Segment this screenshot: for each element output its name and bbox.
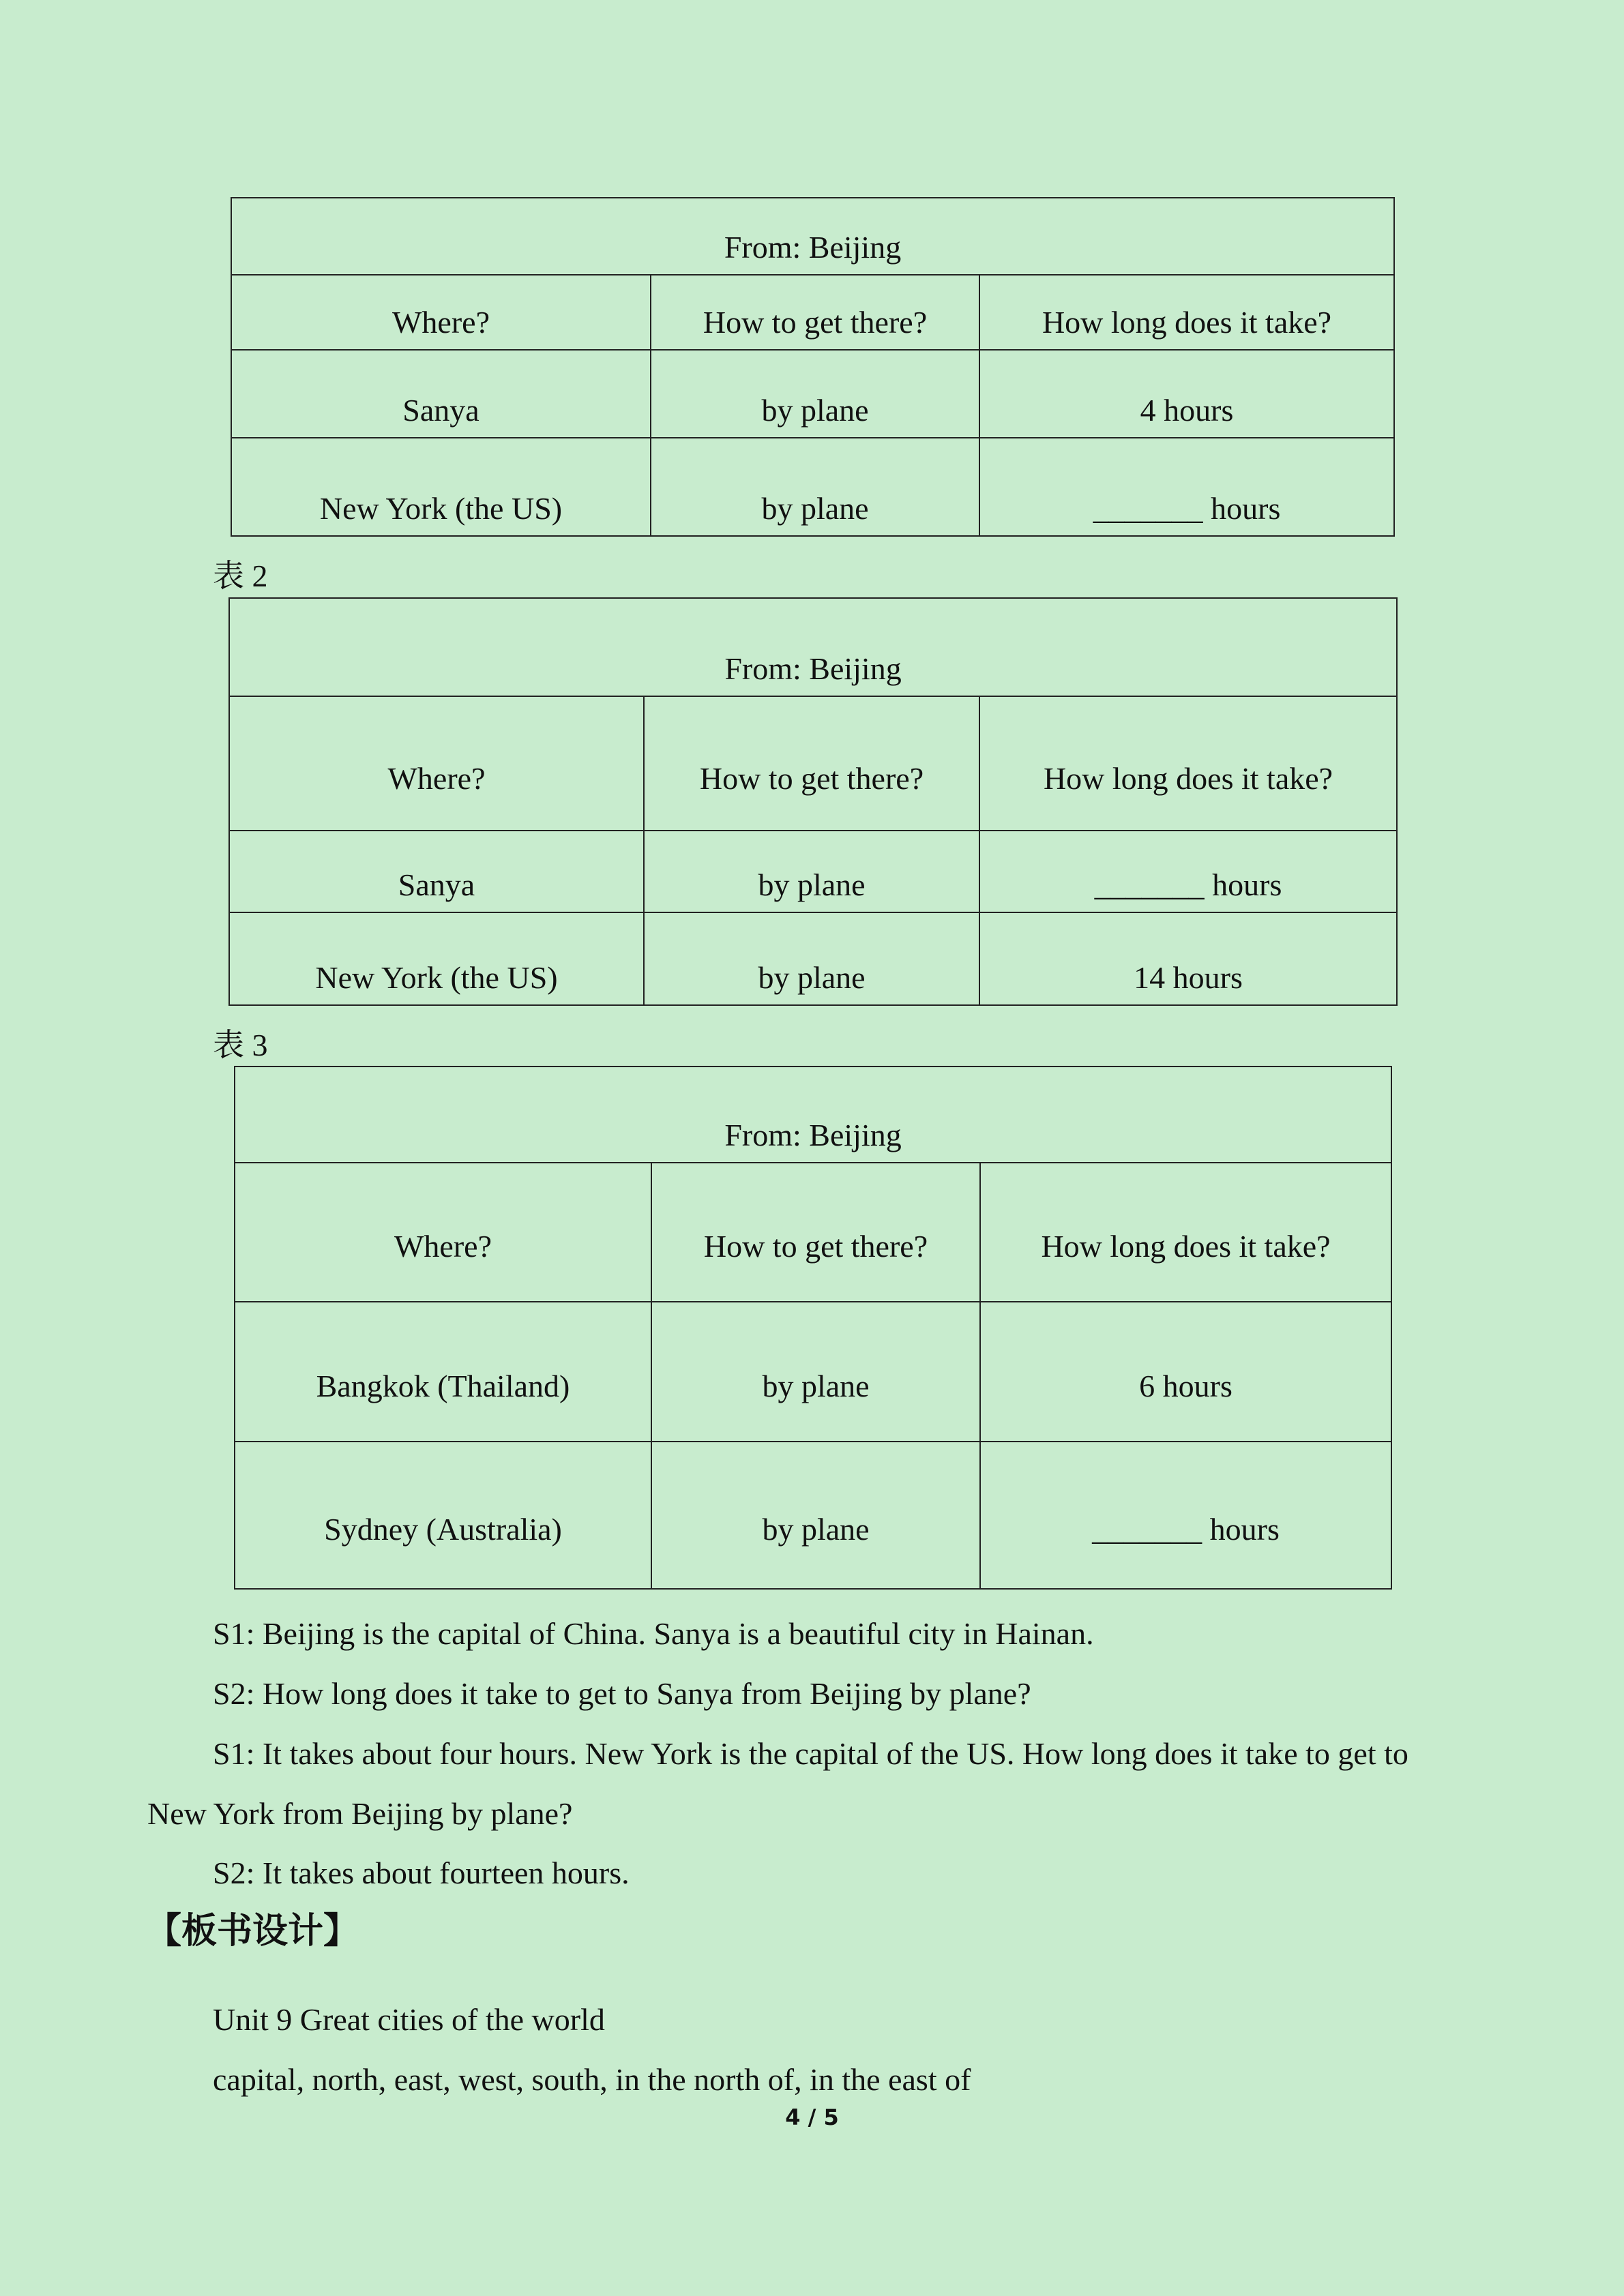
board-line: capital, north, east, west, south, in the north of, in the east of xyxy=(213,2062,971,2097)
column-header: How long does it take? xyxy=(979,696,1397,831)
table-cell: by plane xyxy=(644,912,979,1005)
dialogue-line: S2: It takes about fourteen hours. xyxy=(213,1855,630,1890)
section-heading: 【板书设计】 xyxy=(146,1911,359,1952)
table-cell: Sanya xyxy=(231,350,651,438)
dialogue-line: New York from Beijing by plane? xyxy=(147,1796,573,1831)
column-header: How to get there? xyxy=(644,696,979,831)
table-cell: New York (the US) xyxy=(231,438,651,536)
table-cell: by plane xyxy=(651,350,979,438)
column-header: Where? xyxy=(229,696,644,831)
table-2 xyxy=(228,597,1398,1006)
column-header: How long does it take? xyxy=(980,1163,1391,1302)
table-cell: 6 hours xyxy=(980,1302,1391,1442)
table-cell: Sydney (Australia) xyxy=(235,1442,651,1589)
column-header: How to get there? xyxy=(651,275,979,350)
table-cell: 14 hours xyxy=(979,912,1397,1005)
table-header: From: Beijing xyxy=(235,1067,1391,1163)
table-cell: New York (the US) xyxy=(229,912,644,1005)
table-cell: by plane xyxy=(644,831,979,912)
table-cell: by plane xyxy=(651,1302,980,1442)
table-cell: Bangkok (Thailand) xyxy=(235,1302,651,1442)
dialogue-line: S1: Beijing is the capital of China. Sanya is a beautiful city in Hainan. xyxy=(213,1616,1094,1651)
column-header: How to get there? xyxy=(651,1163,980,1302)
table-header: From: Beijing xyxy=(229,598,1397,696)
table-cell: _______ hours xyxy=(979,438,1394,536)
table-caption: 表 3 xyxy=(213,1028,268,1062)
table-1 xyxy=(231,197,1395,537)
column-header: How long does it take? xyxy=(979,275,1394,350)
dialogue-line: S2: How long does it take to get to Sanya from Beijing by plane? xyxy=(213,1676,1031,1711)
column-header: Where? xyxy=(231,275,651,350)
table-caption: 表 2 xyxy=(213,558,268,593)
table-3 xyxy=(234,1066,1392,1590)
table-cell: _______ hours xyxy=(979,831,1397,912)
table-header: From: Beijing xyxy=(231,198,1394,275)
table-cell: _______ hours xyxy=(980,1442,1391,1589)
table-cell: by plane xyxy=(651,1442,980,1589)
table-cell: 4 hours xyxy=(979,350,1394,438)
table-cell: by plane xyxy=(651,438,979,536)
table-cell: Sanya xyxy=(229,831,644,912)
page-number: 4 / 5 xyxy=(785,2104,839,2130)
dialogue-line: S1: It takes about four hours. New York is the capital of the US. How long does it take to get to xyxy=(213,1736,1408,1771)
board-line: Unit 9 Great cities of the world xyxy=(213,2002,605,2037)
column-header: Where? xyxy=(235,1163,651,1302)
